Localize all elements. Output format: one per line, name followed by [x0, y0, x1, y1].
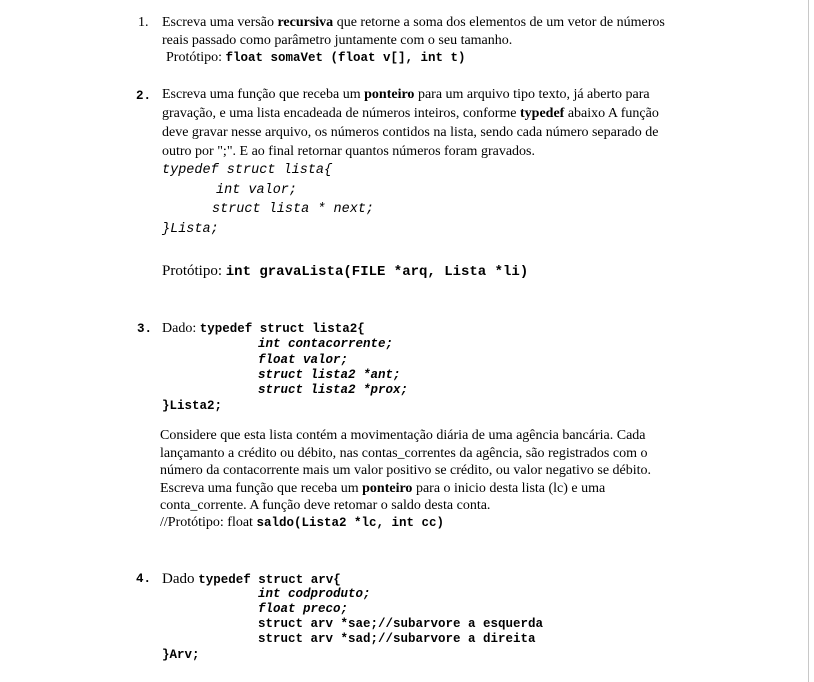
q3-code-line-4: struct lista2 *ant;	[258, 368, 401, 382]
q3-code-line-6: }Lista2;	[162, 399, 223, 413]
q2-prototype: Protótipo: int gravaLista(FILE *arq, Lista *li)	[162, 263, 529, 280]
q3-prototype: //Protótipo: float saldo(Lista2 *lc, int cc)	[160, 515, 444, 530]
q2-code-line-1: typedef struct lista{	[162, 163, 333, 178]
q3-code-line-3: float valor;	[258, 353, 349, 367]
q3-paragraph-line-2: lançamanto a crédito ou débito, nas contas_correntes da agência, são registrados com o	[160, 446, 648, 461]
q4-code-line-6: }Arv;	[162, 648, 200, 662]
q3-typedef-line: Dado: typedef struct lista2{	[162, 321, 365, 336]
q1-prototype: Protótipo: float somaVet (float v[], int t)	[166, 50, 466, 65]
q3-paragraph-line-3: número da contacorrente mais um valor positivo se crédito, ou valor negativo se débito.	[160, 463, 652, 478]
q3-code-line-2: int contacorrente;	[258, 337, 394, 351]
q2-code-line-2: int valor;	[216, 183, 298, 198]
q1-line-2: reais passado como parâmetro juntamente com o seu tamanho.	[162, 33, 513, 48]
q3-number: 3.	[137, 322, 153, 336]
q4-typedef-line: Dado typedef struct arv{	[162, 571, 341, 587]
q2-line-2: gravação, e uma lista encadeada de números inteiros, conforme typedef abaixo A função	[162, 106, 659, 121]
q2-line-4: outro por ";". E ao final retornar quantos números foram gravados.	[162, 144, 535, 159]
q2-line-1: Escreva uma função que receba um ponteiro para um arquivo tipo texto, já aberto para	[162, 87, 650, 102]
q4-number: 4.	[136, 572, 152, 586]
q4-code-line-5: struct arv *sad;//subarvore a direita	[258, 632, 536, 646]
q2-code-line-3: struct lista * next;	[212, 202, 375, 217]
q3-code-line-5: struct lista2 *prox;	[258, 383, 409, 397]
q3-paragraph-line-5: conta_corrente. A função deve retomar o saldo desta conta.	[160, 498, 491, 513]
q4-code-line-4: struct arv *sae;//subarvore a esquerda	[258, 617, 544, 631]
q3-paragraph-line-1: Considere que esta lista contém a movimentação diária de uma agência bancária. Cada	[160, 428, 646, 443]
q4-code-line-2: int codproduto;	[258, 587, 371, 601]
q4-code-line-3: float preco;	[258, 602, 349, 616]
q2-number: 2.	[136, 89, 152, 103]
q1-line-1: Escreva uma versão recursiva que retorne a soma dos elementos de um vetor de números	[162, 15, 665, 30]
q2-code-line-4: }Lista;	[162, 222, 219, 237]
q3-paragraph-line-4: Escreva uma função que receba um ponteiro para o inicio desta lista (lc) e uma	[160, 481, 606, 496]
q2-line-3: deve gravar nesse arquivo, os números contidos na lista, sendo cada número separado de	[162, 125, 659, 140]
q1-number: 1.	[138, 15, 149, 30]
